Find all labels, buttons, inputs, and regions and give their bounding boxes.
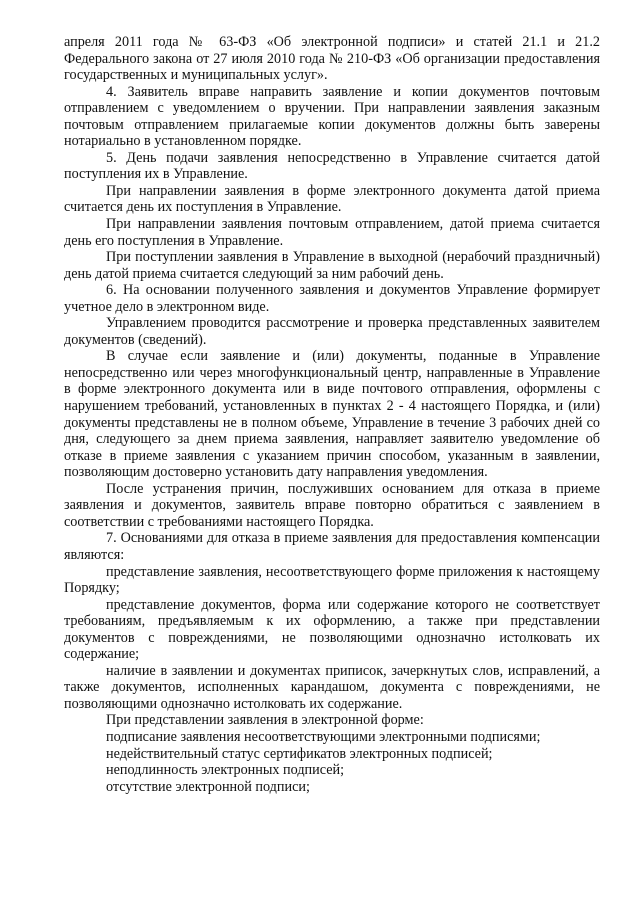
- paragraph-violation-notice: В случае если заявление и (или) документы, поданные в Управление непосредственно или через многофункциональный центр, направленные в Управление в форме электронного документа или в виде почтового отправления, оформлены с нарушением требований, установленных в пунктах 2 - 4 настоящего Порядка, и (или) документы представлены не в полном объеме, Управление в течение 3 рабочих дней со дня, следующего за днем приема заявления, направляет заявителю уведомление об отказе в приеме заявления с указанием причин способом, указанным в заявлении, позволяющим достоверно установить дату направления уведомления.: [64, 348, 600, 481]
- paragraph-review: Управлением проводится рассмотрение и проверка представленных заявителем документов (сведений).: [64, 315, 600, 348]
- paragraph-clause-5: 5. День подачи заявления непосредственно в Управление считается датой поступления их в Управление.: [64, 149, 600, 183]
- paragraph-holiday-receipt-date: При поступлении заявления в Управление в выходной (нерабочий праздничный) день датой приема считается следующий за ним рабочий день.: [64, 249, 600, 282]
- list-item-signature-missing: отсутствие электронной подписи;: [106, 778, 310, 795]
- paragraph-electronic-receipt-date: При направлении заявления в форме электронного документа датой приема считается день их поступления в Управление.: [64, 182, 600, 216]
- paragraph-electronic-form: При представлении заявления в электронной форме:: [106, 712, 424, 729]
- paragraph-postal-receipt-date: При направлении заявления почтовым отправлением, датой приема считается день его поступления в Управление.: [64, 216, 600, 249]
- list-item-document-requirements: представление документов, форма или содержание которого не соответствует требованиям, предъявляемым к их оформлению, а также при представлении документов с повреждениями, не позволяющими однозначно истолковать их содержание;: [64, 596, 600, 663]
- list-item-signature-mismatch: подписание заявления несоответствующими электронными подписями;: [106, 728, 541, 745]
- paragraph-law-reference-continued: апреля 2011 года № 63-ФЗ «Об электронной подписи» и статей 21.1 и 21.2 Федерального закона от 27 июля 2010 года № 210-ФЗ «Об организации предоставления государственных и муниципальных услуг».: [64, 34, 600, 84]
- paragraph-clause-4: 4. Заявитель вправе направить заявление и копии документов почтовым отправлением с уведомлением о вручении. При направлении заявления заказным почтовым отправлением прилагаемые копии документов должны быть заверены нотариально в установленном порядке.: [64, 83, 600, 150]
- list-item-signature-not-authentic: неподлинность электронных подписей;: [106, 762, 345, 779]
- paragraph-resubmission: После устранения причин, послуживших основанием для отказа в приеме заявления и документов, заявитель вправе повторно обратиться с заявлением в соответствии с требованиями настоящего Порядка.: [64, 480, 600, 530]
- paragraph-clause-6: 6. На основании полученного заявления и документов Управление формирует учетное дело в электронном виде.: [64, 282, 600, 315]
- list-item-form-mismatch: представление заявления, несоответствующего форме приложения к настоящему Порядку;: [64, 563, 600, 597]
- list-item-corrections: наличие в заявлении и документах приписок, зачеркнутых слов, исправлений, а также документов, исполненных карандашом, документа с повреждениями, не позволяющими однозначно истолковать их содержание.: [64, 662, 600, 712]
- paragraph-clause-7: 7. Основаниями для отказа в приеме заявления для предоставления компенсации являются:: [64, 530, 600, 563]
- list-item-certificate-invalid: недействительный статус сертификатов электронных подписей;: [106, 745, 493, 762]
